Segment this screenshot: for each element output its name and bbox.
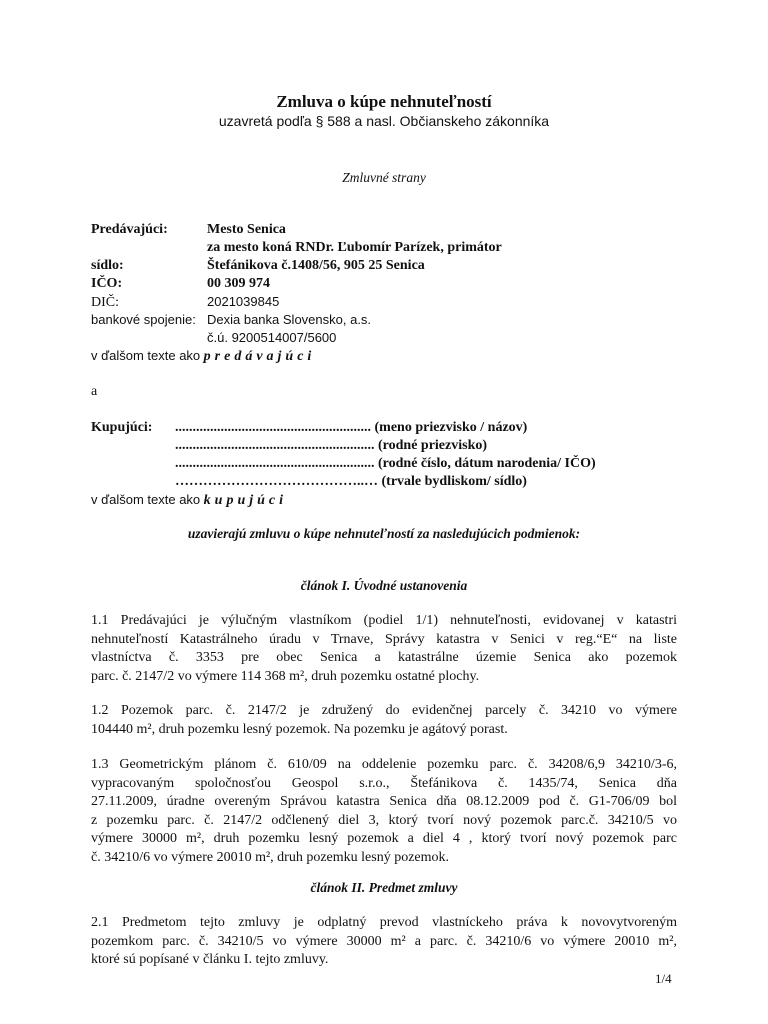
buyer-label: Kupujúci: — [91, 420, 153, 435]
seat-label: sídlo: — [91, 258, 124, 273]
buyer-row-1 — [91, 420, 527, 436]
buyer-ref-prefix: v ďalšom texte ako — [91, 492, 201, 507]
paragraph-line: 1.1 Predávajúci je výlučným vlastníkom (podiel 1/1) nehnuteľnosti, evidovanej v katastri — [91, 613, 677, 628]
buyer-ref-term: kupujúci — [203, 493, 288, 508]
paragraph-line: 1.3 Geometrickým plánom č. 610/09 na oddelenie pozemku parc. č. 34208/6,9 34210/3-6, — [91, 757, 677, 772]
paragraph-1-2 — [91, 702, 677, 739]
and-connector: a — [91, 384, 98, 399]
buyer-name-placeholder: ........................................................ (meno priezvisko / názov) — [175, 420, 528, 435]
article-2-heading: článok II. Predmet zmluvy — [310, 880, 458, 895]
seller-ref-prefix: v ďalšom texte ako — [91, 348, 201, 363]
paragraph-line: č. 34210/6 vo výmere 20010 m², druh pozemku lesný pozemok. — [91, 849, 450, 865]
seller-seat: Štefánikova č.1408/56, 905 25 Senica — [207, 258, 425, 273]
seller-representative: za mesto koná RNDr. Ľubomír Parízek, primátor — [207, 240, 502, 255]
buyer-id-placeholder: ......................................................... (rodné číslo, dátum narodenia/ IČO) — [175, 456, 596, 471]
seller-seat-row — [91, 258, 425, 274]
paragraph-1-1 — [91, 612, 677, 686]
parties-heading: Zmluvné strany — [342, 170, 426, 185]
dic-label: DIČ: — [91, 295, 119, 310]
seller-account-row — [91, 330, 336, 347]
paragraph-line: pozemkom parc. č. 34210/5 vo výmere 30000 m² a parc. č. 34210/6 vo výmere 20010 m², — [91, 933, 677, 949]
seller-dic-row — [91, 294, 279, 311]
paragraph-line: výmere 30000 m², druh pozemku lesný pozemok a diel 4 , ktorý tvorí nový pozemok parc — [91, 831, 677, 846]
page-number: 1/4 — [655, 971, 672, 986]
bank-label: bankové spojenie: — [91, 312, 196, 327]
paragraph-line: vypracovaným spoločnosťou Geospol s.r.o., Štefánikova č. 1435/74, Senica dňa — [91, 775, 677, 791]
buyer-row-2 — [91, 438, 487, 454]
buyer-row-3 — [91, 456, 596, 472]
paragraph-line: z pozemku parc. č. 2147/2 odčlenený diel 3, ktorý tvorí nový pozemok parc.č. 34210/5 vo — [91, 812, 677, 828]
seller-account: č.ú. 9200514007/5600 — [207, 330, 337, 345]
buyer-address-placeholder: …………………………………..… (trvale bydliskom/ sídlo) — [175, 474, 527, 489]
agreement-line: uzavierajú zmluvu o kúpe nehnuteľností za nasledujúcich podmienok: — [187, 526, 581, 541]
seller-reference-row — [91, 348, 315, 365]
seller-ico: 00 309 974 — [207, 276, 270, 291]
buyer-maiden-name-placeholder: ......................................................... (rodné priezvisko) — [175, 438, 488, 453]
document-subtitle: uzavretá podľa § 588 a nasl. Občianskeho zákonníka — [218, 113, 550, 129]
seller-dic: 2021039845 — [207, 294, 280, 309]
paragraph-line: 2.1 Predmetom tejto zmluvy je odplatný prevod vlastníckeho práva k novovytvoreným — [91, 915, 677, 930]
buyer-reference-row — [91, 492, 287, 509]
document-title: Zmluva o kúpe nehnuteľností — [276, 92, 492, 111]
paragraph-line: 104440 m², druh pozemku lesný pozemok. Na pozemku je agátový porast. — [91, 721, 508, 737]
paragraph-line: nehnuteľností Katastrálneho úradu v Trnave, Správy katastra v Senici v reg.“E“ na liste — [91, 631, 677, 647]
paragraph-line: ktoré sú popísané v článku I. tejto zmluvy. — [91, 952, 329, 967]
ico-label: IČO: — [91, 276, 123, 291]
paragraph-line: 27.11.2009, úradne overeným Správou katastra Senica dňa 08.12.2009 pod č. G1-706/09 bol — [91, 794, 677, 809]
paragraph-line: 1.2 Pozemok parc. č. 2147/2 je združený do evidenčnej parcely č. 34210 vo výmere — [91, 703, 677, 718]
seller-name-row — [91, 222, 286, 238]
seller-label: Predávajúci: — [91, 222, 168, 237]
paragraph-1-3 — [91, 756, 677, 867]
seller-representative-row — [91, 240, 502, 256]
seller-bank: Dexia banka Slovensko, a.s. — [207, 312, 372, 327]
paragraph-2-1 — [91, 914, 677, 970]
seller-bank-row — [91, 312, 371, 329]
seller-ref-term: predávajúci — [203, 349, 316, 364]
paragraph-line: vlastníctva č. 3353 pre obec Senica a katastrálne územie Senica ako pozemok — [91, 650, 677, 665]
seller-ico-row — [91, 276, 270, 292]
article-1-heading: článok I. Úvodné ustanovenia — [300, 578, 468, 593]
seller-name: Mesto Senica — [207, 222, 286, 237]
paragraph-line: parc. č. 2147/2 vo výmere 114 368 m², druh pozemku ostatné plochy. — [91, 668, 480, 684]
buyer-row-4 — [91, 474, 527, 490]
